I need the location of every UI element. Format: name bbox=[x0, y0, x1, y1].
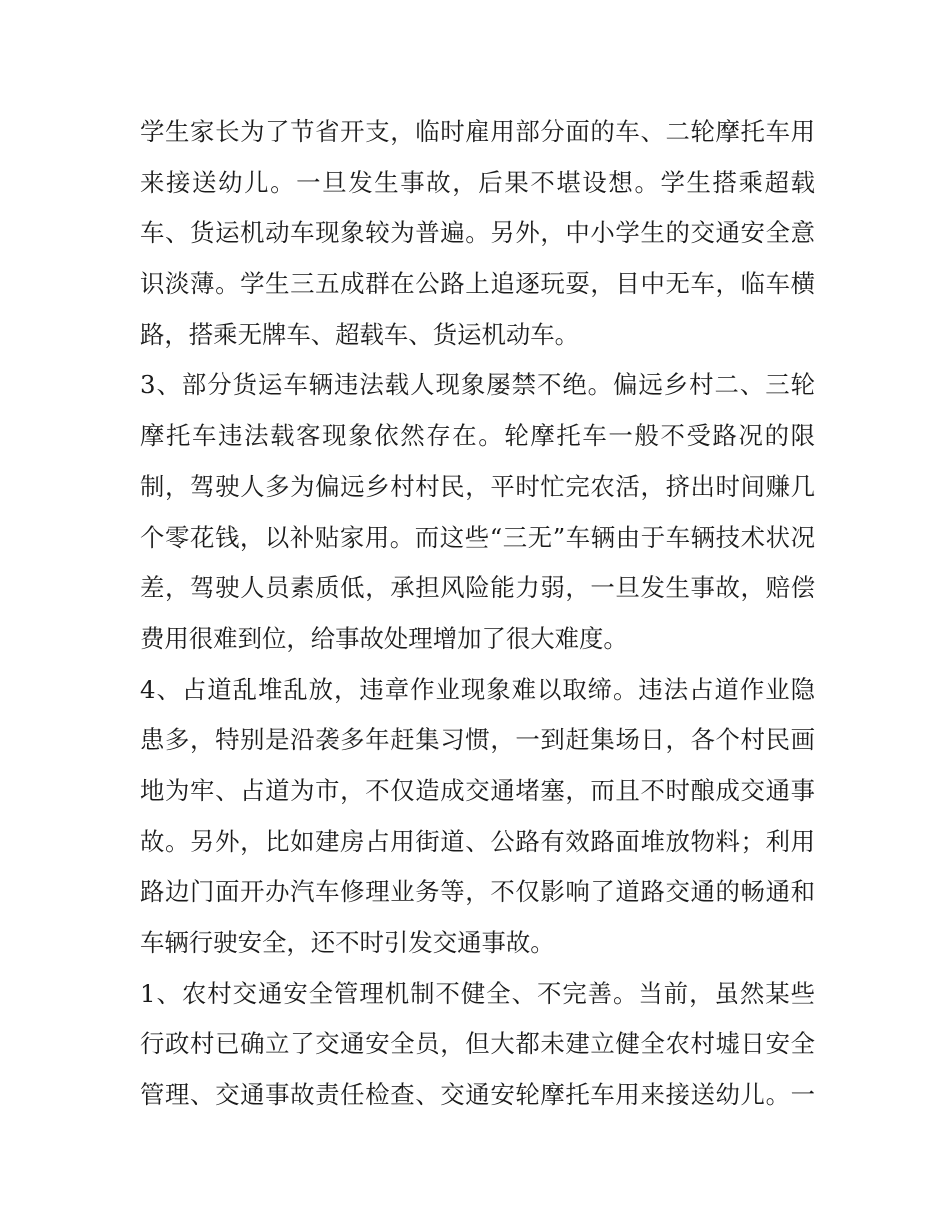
text-line: 个零花钱，以补贴家用。而这些“三无”车辆由于车辆技术状况 bbox=[140, 522, 815, 552]
text-line: 患多，特别是沿袭多年赶集习惯，一到赶集场日，各个村民画 bbox=[140, 725, 815, 755]
text-line: 行政村已确立了交通安全员，但大都未建立健全农村墟日安全 bbox=[140, 1029, 815, 1059]
text-line: 路边门面开办汽车修理业务等，不仅影响了道路交通的畅通和 bbox=[140, 877, 815, 907]
text-line: 识淡薄。学生三五成群在公路上追逐玩耍，目中无车，临车横 bbox=[140, 269, 815, 299]
text-line: 管理、交通事故责任检查、交通安轮摩托车用来接送幼儿。一 bbox=[140, 1080, 815, 1110]
text-line: 4、占道乱堆乱放，违章作业现象难以取缔。违法占道作业隐 bbox=[140, 674, 815, 704]
text-line: 故。另外，比如建房占用街道、公路有效路面堆放物料；利用 bbox=[140, 826, 815, 856]
text-line: 摩托车违法载客现象依然存在。轮摩托车一般不受路况的限 bbox=[140, 421, 815, 451]
text-line: 地为牢、占道为市，不仅造成交通堵塞，而且不时酿成交通事 bbox=[140, 775, 815, 805]
body-text bbox=[140, 107, 815, 1121]
text-line: 费用很难到位，给事故处理增加了很大难度。 bbox=[140, 623, 628, 653]
text-line: 1、农村交通安全管理机制不健全、不完善。当前，虽然某些 bbox=[140, 978, 815, 1008]
text-line: 车、货运机动车现象较为普遍。另外，中小学生的交通安全意 bbox=[140, 218, 815, 248]
text-line: 车辆行驶安全，还不时引发交通事故。 bbox=[140, 928, 555, 957]
text-line: 学生家长为了节省开支，临时雇用部分面的车、二轮摩托车用 bbox=[140, 117, 815, 146]
text-line: 制，驾驶人多为偏远乡村村民，平时忙完农活，挤出时间赚几 bbox=[140, 471, 815, 501]
text-line: 路，搭乘无牌车、超载车、货运机动车。 bbox=[140, 319, 580, 349]
text-line: 来接送幼儿。一旦发生事故，后果不堪设想。学生搭乘超载 bbox=[140, 167, 815, 197]
text-line: 3、部分货运车辆违法载人现象屡禁不绝。偏远乡村二、三轮 bbox=[140, 370, 815, 400]
text-line: 差，驾驶人员素质低，承担风险能力弱，一旦发生事故，赔偿 bbox=[140, 573, 815, 603]
